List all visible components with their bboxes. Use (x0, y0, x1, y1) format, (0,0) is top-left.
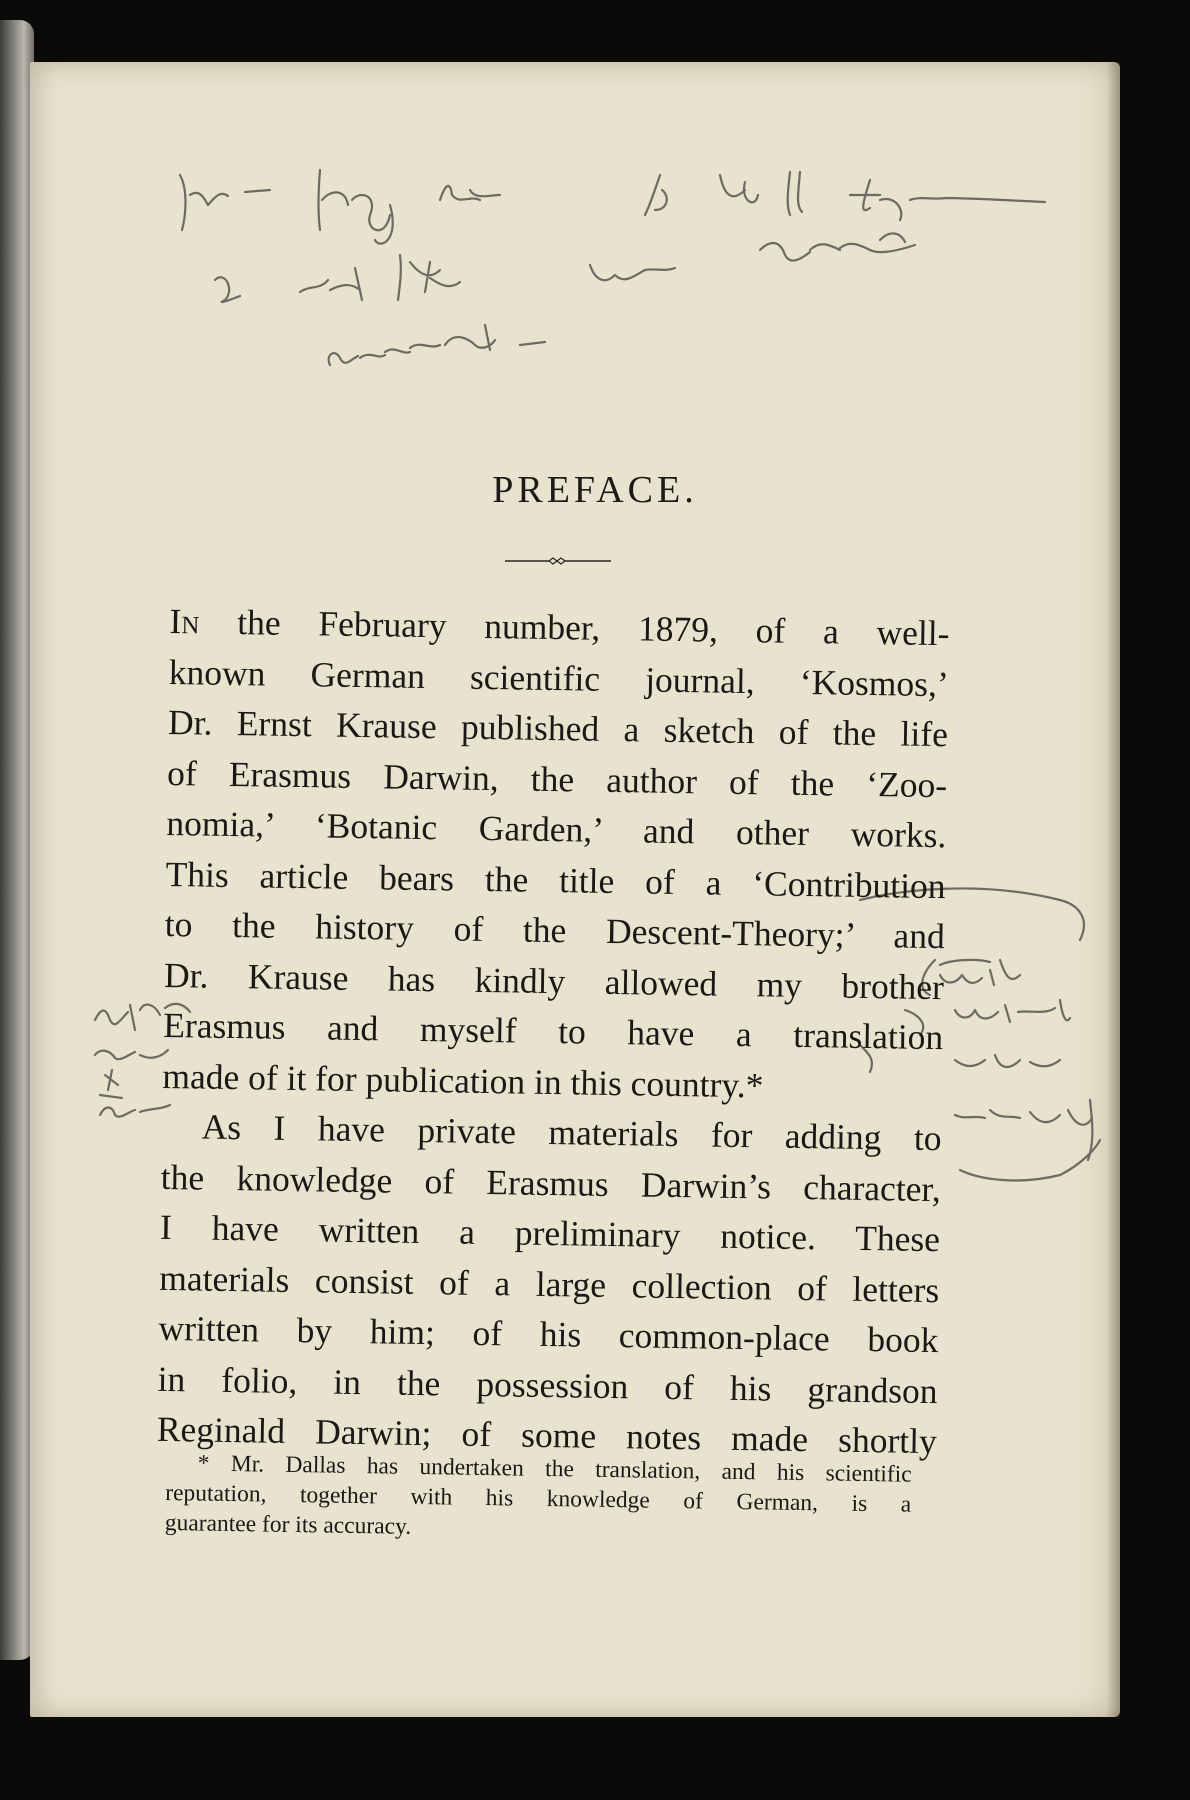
adjacent-page-edge (0, 20, 34, 1660)
text-line: to the history of the Descent-Theory;’ and (164, 903, 946, 957)
text-line: In the February number, 1879, of a well- (169, 600, 950, 654)
text-line: made of it for publication in this country.* (162, 1055, 764, 1105)
text-line: Erasmus and myself to have a translation (162, 1004, 944, 1058)
text-line: known German scientific journal, ‘Kosmos,’ (168, 651, 950, 704)
text-line: materials consist of a large collection of letters (158, 1257, 940, 1310)
footnote-line: reputation, together with his knowledge of German, is a (165, 1479, 912, 1518)
text-line: written by him; of his common-place book (158, 1307, 939, 1361)
preface-body (157, 596, 950, 1467)
text-line: nomia,’ ‘Botanic Garden,’ and other works. (166, 802, 947, 856)
ornamental-rule (505, 557, 611, 565)
drop-lead-word: In (169, 600, 200, 642)
text-line: Dr. Ernst Krause published a sketch of the life (167, 701, 949, 755)
text-line: This article bears the title of a ‘Contribution (165, 853, 946, 906)
footnote-line: * Mr. Dallas has undertaken the translation, and his scientific (197, 1450, 912, 1488)
text-line: I have written a preliminary notice. These (159, 1206, 941, 1260)
text-line: Dr. Krause has kindly allowed my brother (163, 954, 945, 1007)
text-line: As I have private materials for adding to (201, 1106, 942, 1159)
text-line: the knowledge of Erasmus Darwin’s character, (160, 1156, 942, 1209)
text-line: in folio, in the possession of his grandson (157, 1358, 938, 1411)
page-title: PREFACE. (492, 469, 698, 511)
text-line: of Erasmus Darwin, the author of the ‘Zoo- (166, 752, 948, 805)
footnote (165, 1448, 912, 1550)
text-line: Reginald Darwin; of some notes made shortly (156, 1408, 938, 1462)
footnote-line: guarantee for its accuracy. (164, 1509, 412, 1540)
